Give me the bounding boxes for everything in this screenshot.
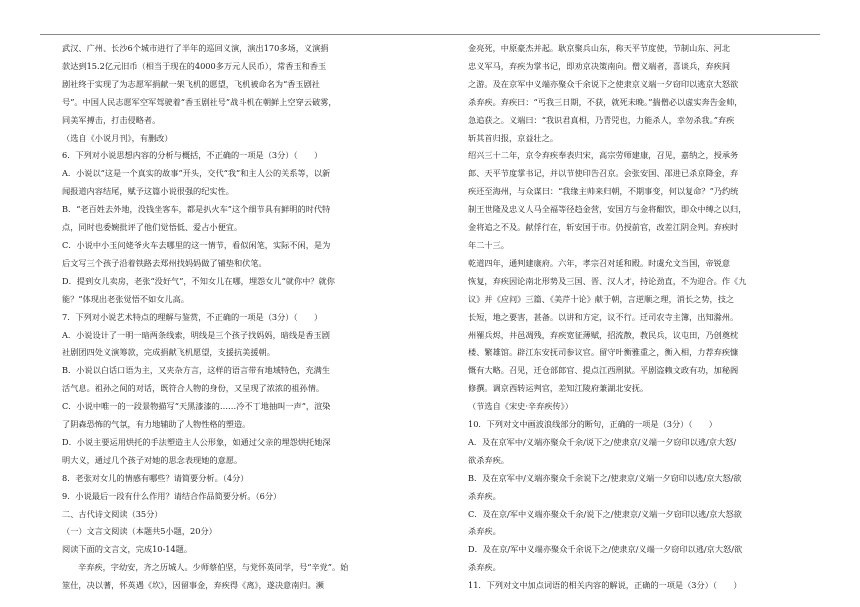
- text-line: （一）文言文阅读（本题共5小题，20分）: [62, 526, 217, 537]
- top-rule: [40, 34, 820, 35]
- text-line: 之游。及在京军中义端亦聚众千余说下之使隶京义端一夕窃印以逃京大怒欲: [468, 78, 739, 89]
- text-line: 辛弃疾，字幼安，齐之历城人。少师蔡伯坚，与党怀英同学，号“辛党”。始: [78, 562, 349, 573]
- text-line: 阅读下面的文言文，完成10-14题。: [62, 544, 193, 555]
- text-line: 杀弃疾。弃疾曰：“丐我三日期，不获，就死未晚。”揣僧必以虚实奔告金帅，: [468, 96, 743, 107]
- text-line: 明大义，通过几个孩子对她的思念表现她的意愿。: [62, 454, 243, 465]
- text-line: 制王世隆及忠义人马全福等径趋金营，安国方与金将酣饮，即众中缚之以归，: [468, 204, 747, 215]
- text-line: A．小说设计了一明一暗两条线索，明线是三个孩子找妈妈，暗线是香玉剧: [62, 329, 330, 340]
- text-line: 斩其首归报，京益壮之。: [468, 132, 559, 143]
- text-line: 忠义军马，弃疾为掌书记，即劝京决策南向。僧义端者，喜谈兵，弃疾间: [468, 60, 731, 71]
- text-line: 9．小说最后一段有什么作用？请结合作品简要分析。（6分）: [62, 490, 282, 501]
- text-line: C．及在京/军中义端亦聚众千余/说下之/使隶京/义端一夕窃印以逃/京大怒欲: [468, 508, 742, 519]
- text-line: 议》并《应问》三篇、《美芹十论》献于朝，言逆顺之理，消长之势，技之: [468, 293, 735, 304]
- text-line: 修撰。调京西转运判官，差知江陵府兼湖北安抚。: [468, 383, 649, 394]
- text-line: 活气息。祖孙之间的对话，既符合人物的身份，又呈现了浓浓的祖孙情。: [62, 383, 325, 394]
- text-line: 乾道四年，通判建康府。六年，孝宗召对延和殿。时虞允文当国，帝锐意: [468, 257, 731, 268]
- text-line: 欲杀弃疾。: [468, 454, 509, 465]
- text-line: 7．下列对小说艺术特点的理解与鉴赏，不正确的一项是（3分）（ ）: [62, 311, 323, 322]
- text-line: 绍兴三十二年，京令弃疾奉表归宋，高宗劳师建康，召见，嘉纳之，授承务: [468, 150, 739, 161]
- text-line: 疾还至海州，与众谋曰：“我缘主帅来归朝，不期事变，何以复命？”乃约统: [468, 186, 739, 197]
- text-line: 号”。中国人民志愿军空军驾驶着“香玉剧社号”战斗机在朝鲜上空穿云破雾，: [62, 96, 337, 107]
- text-line: D．及在京/军中义端亦聚众千余说下之/使隶京/义端一夕窃印以逃/京大怒/欲: [468, 544, 743, 555]
- text-line: 同美军搏击，打击侵略者。: [62, 114, 161, 125]
- text-line: A．及在京军中/义端亦聚众千余/说下之/使隶京/义端一夕窃印以逃/京大怒/: [468, 436, 737, 447]
- text-line: 年二十三。: [468, 239, 509, 250]
- text-line: B．“老百姓去外地，没钱坐客车，都是扒火车”这个细节具有鲜明的时代特: [62, 204, 331, 215]
- text-line: 楼、繁雄馆。辟江东安抚司参议官。留守叶衡雅重之，衡入相，力荐弃疾慷: [468, 347, 739, 358]
- text-line: 10．下列对文中画波浪线部分的断句，正确的一项是（3分）（ ）: [468, 419, 717, 430]
- text-line: C．小说中小玉问姥爷火车去哪里的这一情节，看似闲笔，实际不闲，是为: [62, 239, 331, 250]
- text-line: 后文写三个孩子沿着铁路去郑州找妈妈做了铺垫和伏笔。: [62, 257, 267, 268]
- text-line: 8．老张对女儿的情感有哪些？请简要分析。（4分）: [62, 472, 249, 483]
- text-line: 二、古代诗文阅读（35分）: [62, 508, 163, 519]
- text-line: 点，同时也委婉批评了他们觉悟低、爱占小便宜。: [62, 222, 243, 233]
- text-line: B．及在京军中/义端亦聚众千余说下之/使隶京/义端一夕窃印以逃/京大怒/欲: [468, 472, 742, 483]
- left-column: [62, 40, 400, 595]
- text-line: 杀弃疾。: [468, 490, 501, 501]
- text-line: B．小说以白话口语为主，又夹杂方言，这样的语言带有地域特色，充满生: [62, 365, 331, 376]
- text-line: 筮仕，决以蓍，怀英遇《坎》，因留事金，弃疾得《离》，遂决意南归。濒: [62, 580, 324, 591]
- text-line: 闻报道内容结尾，赋予这篇小说很强的纪实性。: [62, 186, 234, 197]
- text-line: 急追获之。义端曰：“我识君真相，乃青兕也，力能杀人，幸勿杀我。”弃疾: [468, 114, 735, 125]
- text-line: 剧社终于实现了为志愿军捐献一架飞机的愿望，飞机被命名为“香玉剧社: [62, 78, 320, 89]
- text-line: 长短，地之要害，甚备。以讲和方定，议不行。迁司农寺主簿，出知滁州。: [468, 311, 739, 322]
- text-line: （节选自《宋史·辛弃疾传》）: [468, 401, 573, 412]
- text-line: 杀弃疾。: [468, 526, 501, 537]
- text-line: 6．下列对小说思想内容的分析与概括，不正确的一项是（3分）（ ）: [62, 150, 323, 161]
- text-line: 金亮死，中原豪杰并起。耿京聚兵山东，称天平节度使，节制山东、河北: [468, 43, 731, 53]
- text-line: 金将追之不及。献俘行在，斩安国于市。仍授前官，改差江阴佥判。弃疾时: [468, 222, 739, 233]
- text-line: 恢复，弃疾因论南北形势及三国、晋、汉人才，持论劲直，不为迎合。作《九: [468, 275, 747, 286]
- right-column: [468, 40, 806, 595]
- text-line: 郎、天平节度掌书记，并以节使印告召京。会张安国、邵进已杀京降金，弃: [468, 168, 739, 179]
- text-line: （选自《小说月刊》，有删改）: [62, 132, 173, 143]
- text-line: 武汉、广州、长沙6个城市进行了半年的巡回义演，演出170多场，义演捐: [62, 43, 329, 53]
- text-line: 州罹兵烬，井邑凋残，弃疾宽征薄赋，招流散，教民兵，议屯田，乃创奠枕: [468, 329, 739, 340]
- text-line: 杀弃疾。: [468, 562, 501, 573]
- text-line: 11．下列对文中加点词语的相关内容的解说，正确的一项是（3分）（ ）: [468, 580, 742, 591]
- text-line: D．小说主要运用烘托的手法塑造主人公形象，如通过父亲的埋怨烘托她深: [62, 436, 331, 447]
- text-line: 了阴森恐怖的气氛，有力地辅助了人物性格的塑造。: [62, 419, 251, 430]
- text-line: D．提到女儿卖房，老张“没好气”，不知女儿在哪，埋怨女儿“就你中？就你: [62, 275, 335, 286]
- text-line: A．小说以“这是一个真实的故事”开头，交代“我”和主人公的关系等，以新: [62, 168, 331, 179]
- text-line: 能？”体现出老张觉悟不如女儿高。: [62, 293, 189, 304]
- text-line: 慨有大略。召见，迁仓部郎官、提点江西刑狱。平剧盗赖文政有功，加秘阁: [468, 365, 739, 376]
- text-line: 款达到15.2亿元旧币（相当于现在的4000多万元人民币），常香玉和香玉: [62, 60, 327, 71]
- text-line: C．小说中唯一的一段景物描写“天黑漆漆的……冷不丁地抽叫一声”，渲染: [62, 401, 331, 412]
- text-line: 社剧团四处义演筹款，完成捐献飞机愿望，支援抗美援朝。: [62, 347, 275, 358]
